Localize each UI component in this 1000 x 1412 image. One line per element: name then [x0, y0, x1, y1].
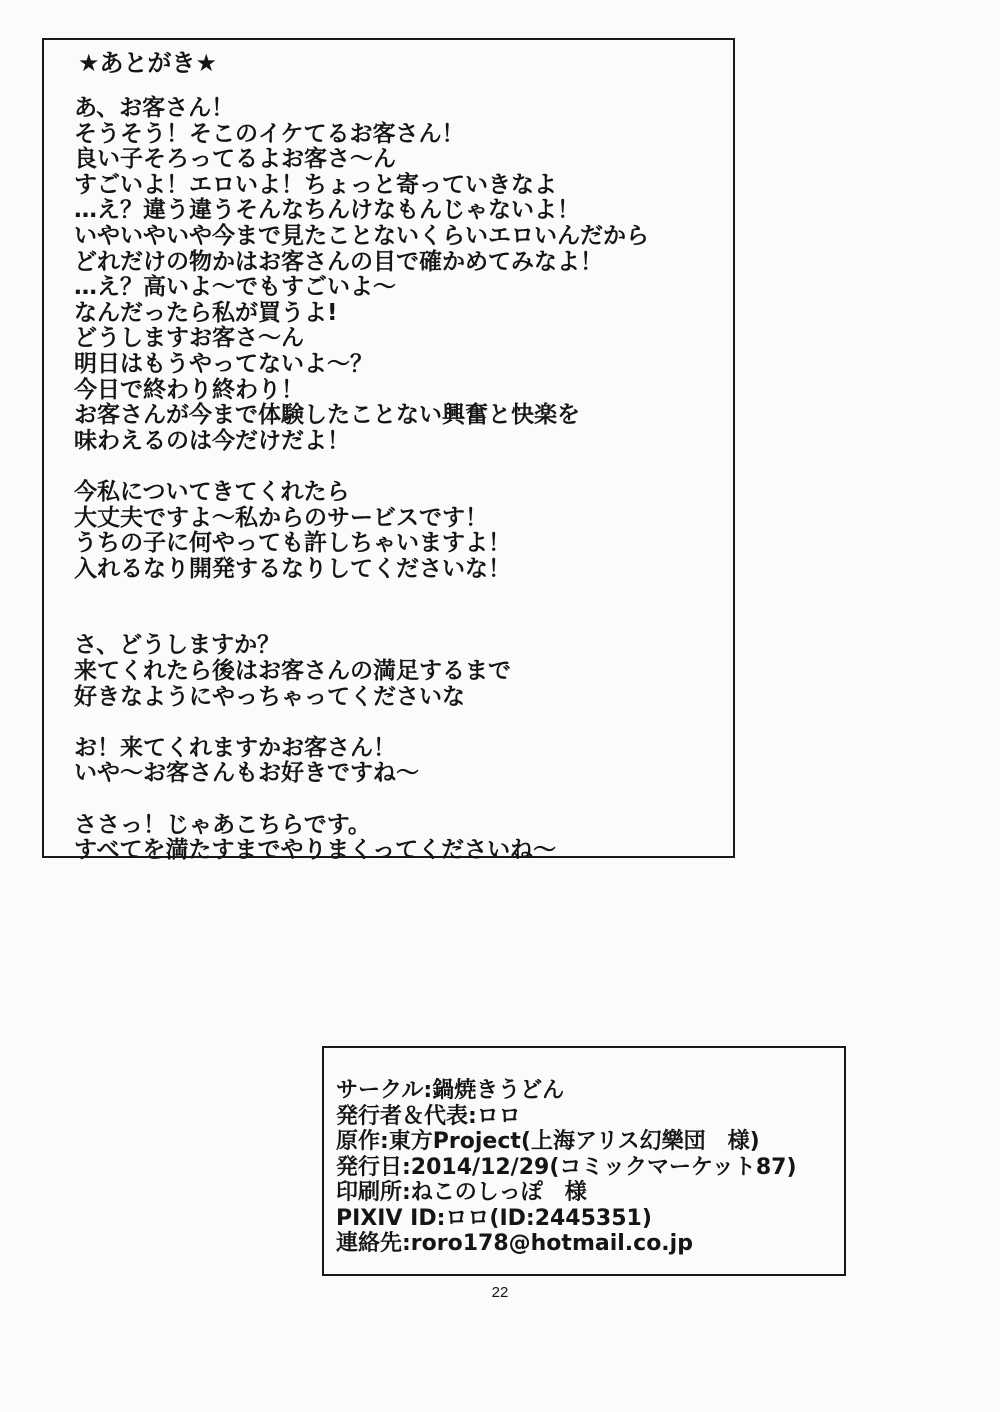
- colophon-box: [322, 1046, 846, 1276]
- paragraph-gap: [74, 454, 649, 480]
- afterword-line: さ、どうしますか？: [74, 632, 281, 659]
- colophon-circle: サークル:鍋焼きうどん: [336, 1078, 565, 1103]
- paragraph-gap: [74, 582, 649, 633]
- afterword-line: なんだったら私が買うよ!: [74, 299, 338, 326]
- afterword-line: いやいやいや今まで見たことないくらいエロいんだから: [74, 222, 649, 249]
- afterword-line: 来てくれたら後はお客さんの満足するまで: [74, 658, 511, 685]
- afterword-body: [74, 96, 649, 864]
- colophon-publisher: 発行者＆代表:ロロ: [336, 1103, 521, 1129]
- afterword-line: うちの子に何やっても許しちゃいますよ！: [74, 530, 511, 557]
- afterword-line: 大丈夫ですよ～私からのサービスです！: [74, 504, 488, 531]
- afterword-line: 入れるなり開発するなりしてくださいな！: [74, 555, 511, 582]
- afterword-line: 明日はもうやってないよ～？: [74, 350, 373, 377]
- afterword-box: [42, 38, 735, 864]
- afterword-line: …え？違う違うそんなちんけなもんじゃないよ！: [74, 197, 580, 224]
- paragraph-gap: [74, 710, 649, 736]
- colophon-contact: 連絡先:roro178@hotmail.co.jp: [336, 1231, 693, 1256]
- colophon-list: [336, 1078, 797, 1257]
- afterword-line: …え？高いよ～でもすごいよ～: [74, 274, 396, 301]
- afterword-line: 今私についてきてくれたら: [74, 478, 350, 505]
- afterword-line: ささっ！じゃあこちらです。: [74, 811, 371, 838]
- paragraph-gap: [74, 787, 649, 813]
- afterword-line: 好きなようにやっちゃってくださいな: [74, 683, 465, 710]
- colophon-printer: 印刷所:ねこのしっぽ 様: [336, 1180, 587, 1205]
- afterword-line: すごいよ！エロいよ！ちょっと寄っていきなよ: [74, 171, 557, 198]
- afterword-line: あ、お客さん！: [74, 95, 235, 121]
- colophon-pixiv-id: PIXIV ID:ロロ(ID:2445351): [336, 1205, 652, 1231]
- afterword-line: そうそう！そこのイケてるお客さん！: [74, 120, 465, 147]
- afterword-line: 味わえるのは今だけだよ！: [74, 427, 350, 454]
- afterword-line: すべてを満たすまでやりまくってくださいね～: [74, 837, 557, 864]
- afterword-line: 今日で終わり終わり！: [74, 376, 304, 403]
- afterword-line: お！来てくれますかお客さん！: [74, 734, 396, 761]
- colophon-issue-date: 発行日:2014/12/29(コミックマーケット87): [336, 1154, 797, 1180]
- afterword-title: ★あとがき★: [78, 49, 218, 77]
- afterword-line: いや～お客さんもお好きですね～: [74, 760, 419, 787]
- colophon-original-work: 原作:東方Project(上海アリス幻樂団 様): [336, 1129, 760, 1154]
- page-number: 22: [491, 1284, 509, 1301]
- afterword-line: お客さんが今まで体験したことない興奮と快楽を: [74, 402, 580, 429]
- afterword-line: どうしますお客さ～ん: [74, 325, 304, 352]
- afterword-line: どれだけの物かはお客さんの目で確かめてみなよ！: [74, 248, 603, 275]
- afterword-line: 良い子そろってるよお客さ～ん: [74, 146, 396, 173]
